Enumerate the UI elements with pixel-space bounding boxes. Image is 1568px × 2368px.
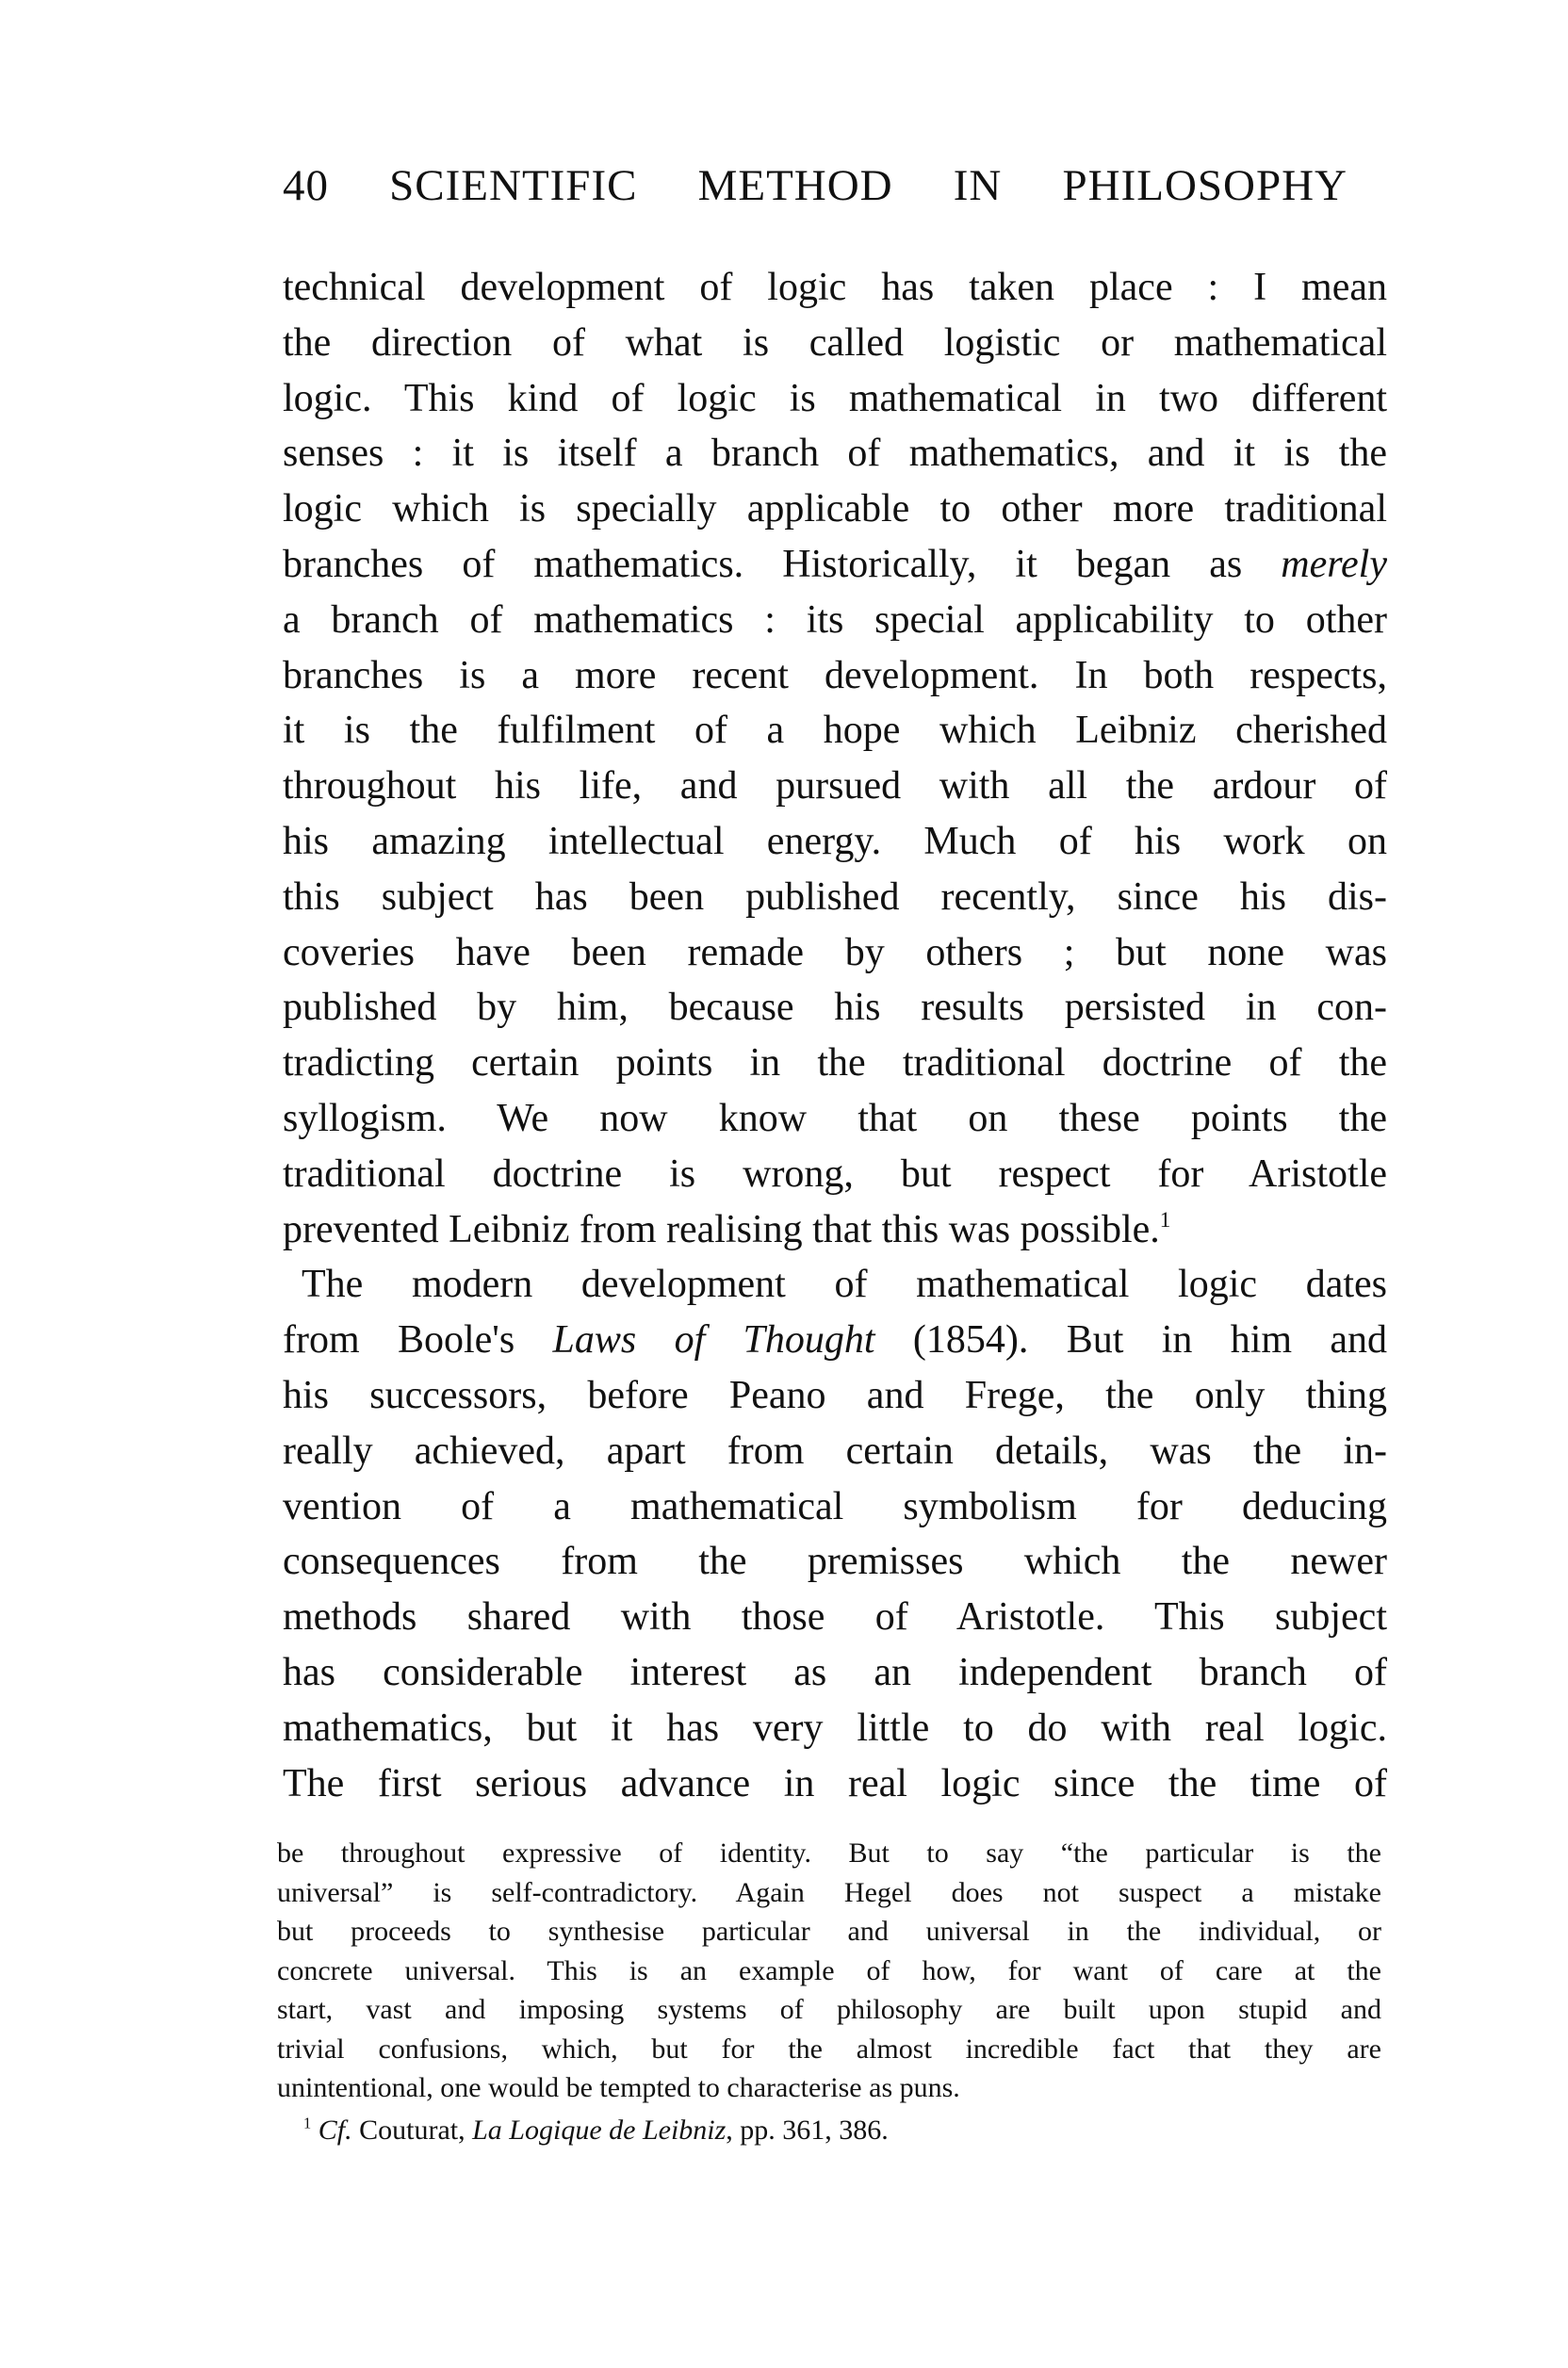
text-run: his successors, before Peano and Frege, the only thing (283, 1373, 1387, 1417)
text-run: really achieved, apart from certain details, was the in- (283, 1429, 1387, 1473)
text-run: logic. This kind of logic is mathematical in two different (283, 376, 1387, 420)
text-run: consequences from the premisses which the newer (283, 1540, 1387, 1584)
footnote-line: trivial confusions, which, but for the almost incredible fact that they are (277, 2033, 1381, 2065)
text-run: vention of a mathematical symbolism for deducing (283, 1484, 1387, 1528)
text-line (283, 814, 1387, 870)
text-run: this subject has been published recently, since his dis- (283, 874, 1387, 919)
running-header (283, 160, 1348, 211)
text-run: tradicting certain points in the traditional doctrine of the (283, 1041, 1387, 1086)
text-line (283, 1424, 1387, 1479)
text-line (283, 1756, 1387, 1812)
text-run: The first serious advance in real logic since the time of (283, 1761, 1387, 1805)
footnote-marker: 1 (1159, 1206, 1171, 1232)
footnote-marker: 1 (303, 2114, 312, 2132)
text-run: methods shared with those of Aristotle. This subject (283, 1595, 1387, 1640)
text-line (283, 1036, 1387, 1091)
text-run: throughout his life, and pursued with all the ardour of (283, 764, 1387, 808)
text-run: mathematics, but it has very little to do with real logic. (283, 1706, 1387, 1750)
text-run: technical development of logic has taken place : I mean (283, 266, 1387, 309)
italic-text: La Logique de Leibniz (472, 2115, 727, 2146)
text-line (283, 1091, 1387, 1147)
text-line (283, 703, 1387, 759)
text-line (283, 1590, 1387, 1645)
text-run: has considerable interest as an independent branch of (283, 1650, 1387, 1694)
text-line (283, 759, 1387, 814)
text-run: branches of mathematics. Historically, it began as (283, 542, 1282, 586)
text-run: it is the fulfilment of a hope which Leibniz cherished (283, 709, 1387, 753)
text-run: (1854). But in him and (874, 1318, 1387, 1363)
italic-text: Cf. (318, 2115, 352, 2146)
text-line (283, 593, 1387, 648)
italic-text: Laws of Thought (552, 1318, 875, 1363)
text-line (283, 260, 1387, 316)
text-line (283, 537, 1387, 593)
running-title: SCIENTIFIC METHOD IN PHILOSOPHY (389, 161, 1348, 210)
text-run: published by him, because his results persisted in con- (283, 986, 1387, 1030)
text-run (311, 2115, 318, 2146)
text-run: logic which is specially applicable to other more traditional (283, 487, 1387, 531)
text-run: from Boole's (283, 1318, 553, 1363)
footnote-line: but proceeds to synthesise particular and universal in the individual, or (277, 1916, 1381, 1947)
text-line (283, 980, 1387, 1036)
text-line (283, 1645, 1387, 1701)
text-line (283, 925, 1387, 981)
footnote-line: universal” is self-contradictory. Again Hegel does not suspect a mistake (277, 1876, 1381, 1908)
text-line (283, 1257, 1387, 1313)
text-line (283, 1368, 1387, 1424)
footnote-1 (303, 2111, 889, 2149)
footnote-line: start, vast and imposing systems of philosophy are built upon stupid and (277, 1994, 1381, 2025)
footnote-line: unintentional, one would be tempted to characterise as puns. (277, 2072, 960, 2103)
text-run: prevented Leibniz from realising that this was possible. (283, 1207, 1160, 1251)
text-run: Couturat, (351, 2115, 473, 2146)
text-line (283, 1313, 1387, 1368)
text-line (283, 316, 1387, 371)
text-line (283, 1479, 1387, 1535)
text-run: senses : it is itself a branch of mathematics, and it is the (283, 432, 1387, 476)
footnote-line: be throughout expressive of identity. But to say “the particular is the (277, 1837, 1381, 1869)
text-line (283, 648, 1387, 704)
text-line (283, 870, 1387, 925)
text-run: the direction of what is called logistic or mathematical (283, 320, 1387, 365)
text-run: The modern development of mathematical logic dates (302, 1263, 1387, 1307)
text-run: traditional doctrine is wrong, but respect for Aristotle (283, 1151, 1387, 1196)
text-line (283, 1534, 1387, 1590)
text-line (283, 1701, 1387, 1756)
text-run: his amazing intellectual energy. Much of his work on (283, 819, 1387, 863)
text-run: branches is a more recent development. In both respects, (283, 653, 1387, 697)
footnote-line: concrete universal. This is an example of how, for want of care at the (277, 1954, 1381, 1986)
text-run: coveries have been remade by others ; but none was (283, 930, 1387, 974)
body-text (283, 260, 1387, 1811)
text-run: syllogism. We now know that on these points the (283, 1096, 1387, 1140)
text-line (283, 371, 1387, 427)
page-number: 40 (283, 161, 329, 210)
text-line (283, 482, 1387, 537)
footnote-continuation (277, 1834, 1381, 2108)
italic-text: merely (1281, 542, 1387, 586)
text-run: a branch of mathematics : its special applicability to other (283, 597, 1387, 642)
text-line (283, 426, 1387, 482)
text-line (283, 1202, 1387, 1258)
text-run: , pp. 361, 386. (726, 2115, 889, 2146)
text-line (283, 1147, 1387, 1202)
